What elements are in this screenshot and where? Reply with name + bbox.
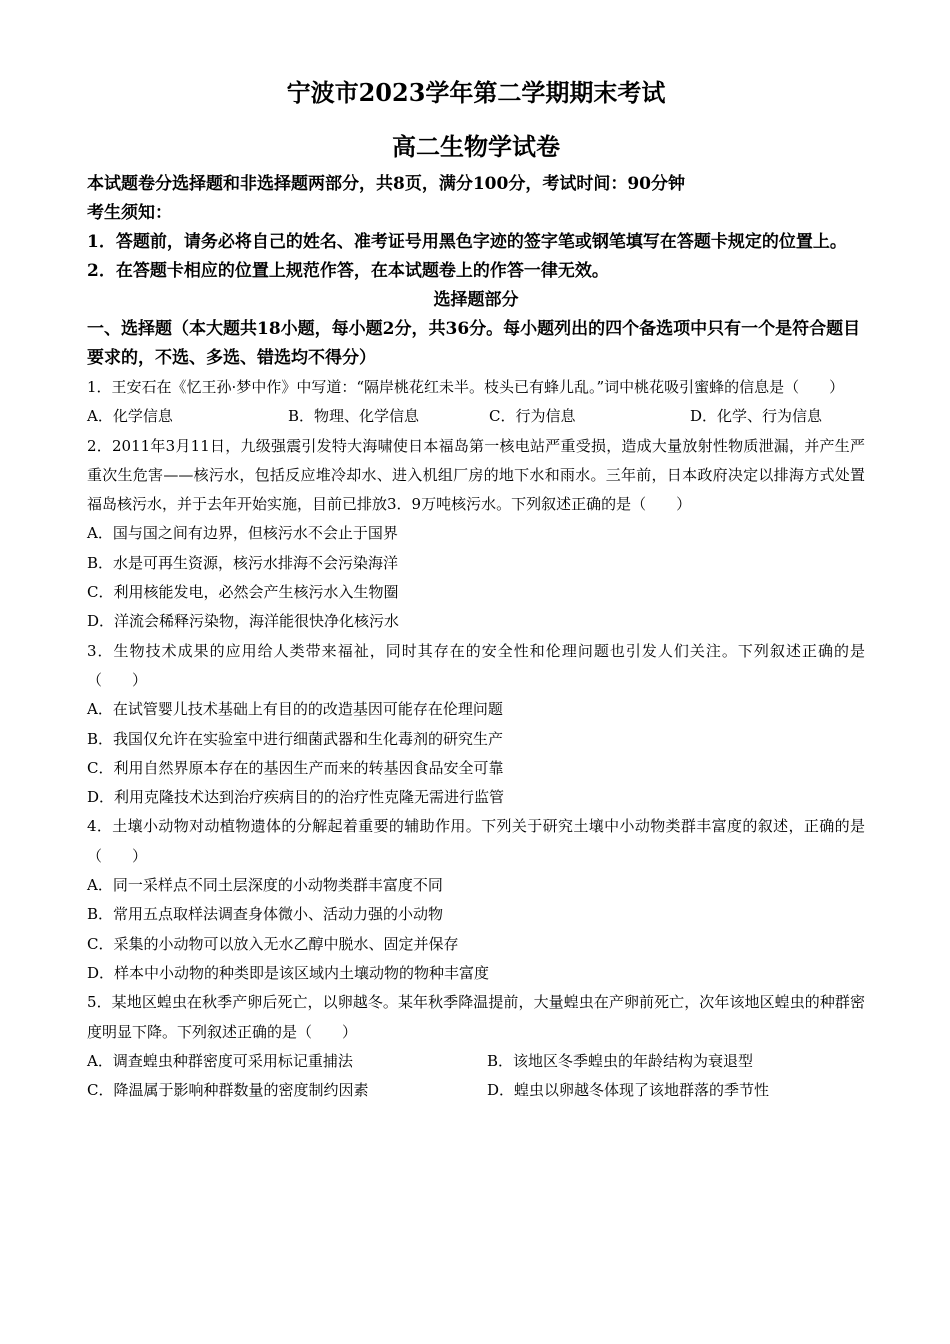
options-row (87, 1047, 865, 1076)
exam-title: 宁波市2023学年第二学期期末考试 (286, 78, 666, 107)
option-b: B．物理、化学信息 (288, 407, 420, 426)
section-heading: 一、选择题（本大题共18小题，每小题2分，共36分。每小题列出的四个备选项中只有一个是符合题目要求的，不选、多选、错选均不得分） (87, 319, 861, 368)
options-row (87, 1076, 865, 1105)
option-d: D．蝗虫以卵越冬体现了该地群落的季节性 (487, 1081, 770, 1100)
question-1 (87, 373, 865, 432)
exam-page (87, 78, 865, 1105)
option-c: C．行为信息 (489, 407, 576, 426)
exam-intro: 本试题卷分选择题和非选择题两部分，共8页，满分100分，考试时间：90分钟 (87, 174, 685, 194)
question-stem: 1．王安石在《忆王孙·梦中作》中写道：“隔岸桃花红未半。枝头已有蜂儿乱。”词中桃花吸引蜜蜂的信息是（ ） (87, 378, 845, 396)
exam-subtitle: 高二生物学试卷 (392, 132, 560, 161)
option-b: B．常用五点取样法调查身体微小、活动力强的小动物 (87, 905, 444, 924)
section-title: 选择题部分 (433, 290, 519, 310)
option-d: D．化学、行为信息 (690, 407, 823, 426)
options-row (87, 402, 865, 431)
option-c: C．降温属于影响种群数量的密度制约因素 (87, 1081, 369, 1100)
option-a: A．在试管婴儿技术基础上有目的的改造基因可能存在伦理问题 (87, 700, 503, 719)
question-3 (87, 637, 865, 813)
question-stem: 3．生物技术成果的应用给人类带来福祉，同时其存在的安全性和伦理问题也引发人们关注。下列叙述正确的是（ ） (87, 641, 865, 689)
option-d: D．利用克隆技术达到治疗疾病目的的治疗性克隆无需进行监管 (87, 788, 505, 807)
notice-item-1: 1．答题前，请务必将自己的姓名、准考证号用黑色字迹的签字笔或钢笔填写在答题卡规定的位置上。 (87, 232, 847, 252)
question-stem: 5．某地区蝗虫在秋季产卵后死亡，以卵越冬。某年秋季降温提前，大量蝗虫在产卵前死亡，次年该地区蝗虫的种群密度明显下降。下列叙述正确的是（ ） (87, 993, 865, 1041)
option-c: C．利用核能发电，必然会产生核污水入生物圈 (87, 583, 399, 602)
question-5 (87, 988, 865, 1105)
option-a: A．国与国之间有边界，但核污水不会止于国界 (87, 524, 398, 543)
option-a: A．化学信息 (87, 407, 173, 426)
question-stem: 2．2011年3月11日，九级强震引发特大海啸使日本福岛第一核电站严重受损，造成大量放射性物质泄漏，并产生严重次生危害——核污水，包括反应堆冷却水、进入机组厂房的地下水和雨水。三年前，日本政府决定以排海方式处置福岛核污水，并于去年开始实施，目前已排放3．9万吨核污水。下列叙述正确的是（ ） (87, 436, 865, 514)
option-d: D．洋流会稀释污染物，海洋能很快净化核污水 (87, 612, 400, 631)
option-d: D．样本中小动物的种类即是该区域内土壤动物的物种丰富度 (87, 963, 490, 982)
option-c: C．采集的小动物可以放入无水乙醇中脱水、固定并保存 (87, 934, 459, 953)
option-b: B．我国仅允许在实验室中进行细菌武器和生化毒剂的研究生产 (87, 729, 504, 748)
option-a: A．同一采样点不同土层深度的小动物类群丰富度不同 (87, 876, 443, 895)
notice-label: 考生须知： (87, 203, 172, 223)
notice-item-2: 2．在答题卡相应的位置上规范作答，在本试题卷上的作答一律无效。 (87, 261, 609, 281)
option-a: A．调查蝗虫种群密度可采用标记重捕法 (87, 1051, 353, 1070)
option-c: C．利用自然界原本存在的基因生产而来的转基因食品安全可靠 (87, 758, 504, 777)
question-2 (87, 432, 865, 637)
option-b: B．水是可再生资源，核污水排海不会污染海洋 (87, 553, 399, 572)
question-4 (87, 812, 865, 988)
question-stem: 4．土壤小动物对动植物遗体的分解起着重要的辅助作用。下列关于研究土壤中小动物类群丰富度的叙述，正确的是（ ） (87, 817, 865, 865)
option-b: B．该地区冬季蝗虫的年龄结构为衰退型 (487, 1051, 754, 1070)
